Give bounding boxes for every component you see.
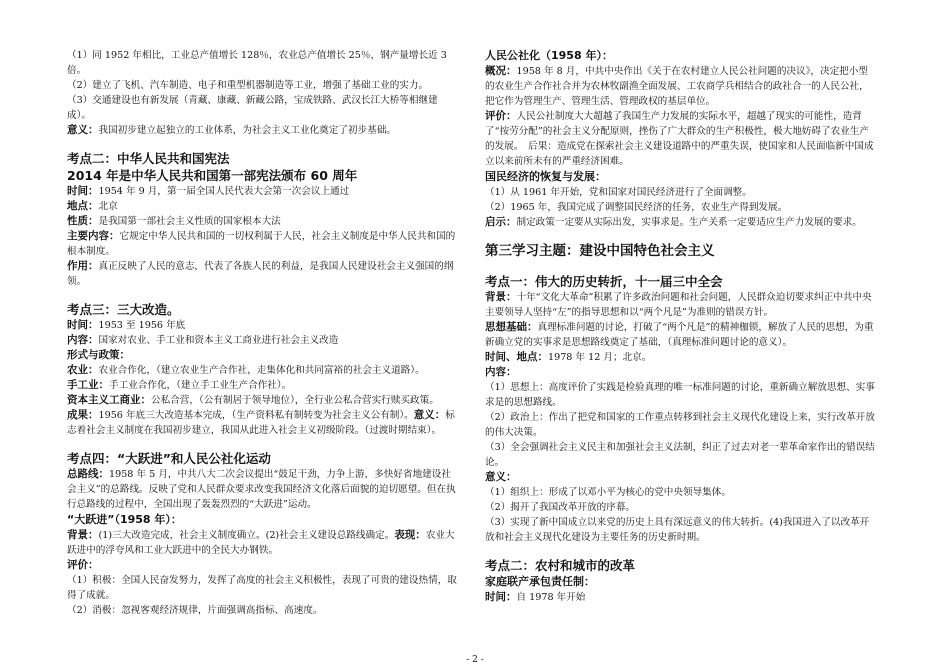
k4-eval-positive: （1）积极：全国人民奋发努力，发挥了高度的社会主义积极性，表现了可贵的建设热情，取得了成就。 [67, 575, 457, 601]
t3k1-ideology-text: 真理标准问题的讨论，打破了“两个凡是”的精神枷锁，解放了人民的思想，为重新确立党的实事求是思想路线奠定了基础，（真理标准问题讨论的意义）。 [485, 322, 874, 348]
t3k1-ideology [485, 320, 877, 350]
t3k1-title: 考点一：伟大的历史转折，十一届三中全会 [485, 274, 723, 289]
gains-meaning [67, 123, 459, 138]
t3k1-meaning-3: （3）实现了新中国成立以来党的历史上具有深远意义的伟大转折。(4)我国进入了以改革开放和社会主义现代化建设为主要任务的历史新时期。 [485, 517, 870, 543]
k3-form-capitalist [67, 393, 459, 408]
t3k1-content-2: （2）政治上：作出了把党和国家的工作重点转移到社会主义现代化建设上来，实行改革开放的伟大决策。 [485, 412, 875, 438]
k3-result-label: 成果： [67, 409, 99, 421]
k3-form-handicraft [67, 378, 459, 393]
k2-item-place [67, 199, 459, 214]
k4-performance-text: 农业大跃进中的浮夸风和工业大跃进中的全民大办钢铁。 [67, 530, 455, 556]
page-number: - 2 - [466, 655, 484, 665]
k3-agri-label: 农业： [67, 364, 99, 376]
k3-form-heading: 形式与政策： [67, 349, 130, 361]
k2-place-text: 北京 [98, 201, 118, 212]
k4-eval-negative: （2）消极：忽视客观经济规律，片面强调高指标、高速度。 [67, 605, 323, 616]
k4-leap-heading: “大跃进”（1958 年）： [67, 513, 182, 526]
k2-title: 考点二：中华人民共和国宪法 [67, 151, 230, 166]
t3k1-background-text: 十年“文化大革命”积累了许多政治问题和社会问题，人民群众迫切要求纠正中共中央主要领导人坚持“左”的指导思想和以“两个凡是”为准则的错误方针。 [485, 292, 872, 318]
t3k1-background [485, 290, 877, 320]
t3k1-timeplace-label: 时间、地点： [485, 351, 548, 363]
commune-overview-label: 概况： [485, 65, 517, 77]
k2-item-effect [67, 259, 459, 289]
t3k1-timeplace-text: 1978 年 12 月；北京。 [548, 352, 652, 363]
k2-time-label: 时间： [67, 185, 99, 197]
commune-evaluation [485, 109, 877, 169]
k3-content-text: 国家对农业、手工业和资本主义工商业进行社会主义改造 [98, 335, 339, 346]
t3k2-title: 考点二：农村和城市的改革 [485, 558, 636, 573]
k3-content-label: 内容： [67, 334, 99, 346]
commune-eval-text: 人民公社制度大大超越了我国生产力发展的实际水平，超越了现实的可能性，造背了“按劳分配”的社会主义分配原则，挫伤了广大群众的生产积极性，极大地妨碍了农业生产的发展。 后果：造成党在探索社会主义建设道路中的严重失误，使国家和人民面临新中国成立以来前所未有的严重经济困难。 [485, 111, 874, 167]
k2-nature-label: 性质： [67, 215, 99, 227]
k3-agri-text: 农业合作化，（建立农业生产合作社，走集体化和共同富裕的社会主义道路）。 [98, 365, 425, 376]
t3k1-background-label: 背景： [485, 291, 517, 303]
commune-heading: 人民公社化（1958 年）： [485, 49, 613, 62]
k4-background-label: 背景： [67, 529, 99, 541]
gains-meaning-label: 意义： [67, 124, 99, 136]
k3-time-text: 1953 至 1956 年底 [98, 320, 186, 331]
recovery-item-1: （1）从 1961 年开始，党和国家对国民经济进行了全面调整。 [485, 187, 752, 198]
k2-nature-text: 是我国第一部社会主义性质的国家根本大法 [98, 216, 281, 227]
gains-item-3: （3）交通建设也有新发展（青藏、康藏、新藏公路，宝成铁路、武汉长江大桥等相继建成）。 [67, 95, 438, 121]
k4-background-text: (1)三大改造完成，社会主义制度确立。(2)社会主义建设总路线确定。 [98, 530, 395, 541]
commune-overview [485, 64, 877, 109]
right-column [485, 48, 877, 605]
k4-title: 考点四：“大跃进”和人民公社化运动 [67, 451, 271, 466]
k2-item-time [67, 184, 459, 199]
k4-line-label: 总路线： [67, 468, 109, 480]
gains-item-2: （2）建立了飞机、汽车制造、电子和重型机器制造等工业，增强了基础工业的实力。 [67, 80, 429, 91]
gains-meaning-text: 我国初步建立起独立的工业体系，为社会主义工业化奠定了初步基础。 [98, 125, 396, 136]
t3k2-time-label: 时间： [485, 591, 517, 603]
gains-item-1: （1）同 1952 年相比，工业总产值增长 128％，农业总产值增长 25％，钢产量增长近 3 倍。 [67, 50, 447, 76]
t3k1-content-1: （1）思想上：高度评价了实践是检验真理的唯一标准问题的讨论，重新确立解放思想、实事求是的思想路线。 [485, 382, 875, 408]
t3k1-time-place [485, 350, 877, 365]
k3-title: 考点三：三大改造。 [67, 302, 180, 317]
recovery-item-2: （2）1965 年，我国完成了调整国民经济的任务，农业生产得到发展。 [485, 202, 788, 213]
k3-capitalist-label: 资本主义工商业： [67, 394, 151, 406]
k3-handicraft-label: 手工业： [67, 379, 109, 391]
k3-time-label: 时间： [67, 319, 99, 331]
k4-background [67, 528, 459, 558]
k3-meaning-label: 意义： [413, 409, 446, 421]
left-column [67, 48, 459, 618]
k3-meaning-text: 标志着社会主义制度在我国初步建立，我国从此进入社会主义初级阶段。（过渡时期结束）。 [67, 410, 455, 436]
k3-item-content [67, 333, 459, 348]
commune-eval-label: 评价： [485, 110, 517, 122]
k3-form-agriculture [67, 363, 459, 378]
k2-place-label: 地点： [67, 200, 99, 212]
t3k1-meaning-heading: 意义： [485, 471, 517, 483]
k2-effect-text: 真正反映了人民的意志，代表了各族人民的利益，是我国人民建设社会主义强国的纲领。 [67, 261, 454, 287]
t3k1-content-heading: 内容： [485, 366, 517, 378]
t3k1-content-3: （3）全会强调社会主义民主和加强社会主义法制，纠正了过去对老一辈革命家作出的错误结论。 [485, 442, 875, 468]
k3-handicraft-text: 手工业合作化，（建立手工业生产合作社）。 [109, 380, 292, 391]
recovery-insight-text: 制定政策一定要从实际出发，实事求是。生产关系一定要适应生产力发展的要求。 [516, 217, 862, 228]
k2-time-text: 1954 年 9 月，第一届全国人民代表大会第一次会议上通过 [98, 186, 350, 197]
k3-capitalist-text: 公私合营，（公有制居于领导地位），全行业公私合营实行赎买政策。 [151, 395, 439, 406]
t3k2-subheading: 家庭联产承包责任制： [485, 575, 595, 588]
k3-result-text: 1956 年底三大改造基本完成，（生产资料私有制转变为社会主义公有制）。 [98, 410, 414, 421]
k4-performance-label: 表现： [394, 529, 426, 541]
k2-content-label: 主要内容： [67, 230, 120, 242]
k2-subtitle: 2014 年是中华人民共和国第一部宪法颁布 60 周年 [67, 168, 358, 183]
k3-result [67, 408, 459, 438]
k2-content-text: 它规定中华人民共和国的一切权利属于人民，社会主义制度是中华人民共和国的根本制度。 [67, 231, 456, 257]
k4-eval-heading: 评价： [67, 559, 99, 571]
t3k2-time-text: 自 1978 年开始 [516, 592, 586, 603]
commune-overview-text: 1958 年 8 月，中共中央作出《关于在农村建立人民公社问题的决议》，决定把小型的农业生产合作社合并为农林牧副渔全面发展、工农商学兵相结合的政社合一的人民公社，把它作为管理生产、管理生活、管理政权的基层单位。 [485, 66, 869, 107]
recovery-insight-label: 启示： [485, 216, 517, 228]
k4-line [67, 467, 459, 512]
t3k1-ideology-label: 思想基础： [485, 321, 538, 333]
t3k1-meaning-1: （1）组织上：形成了以邓小平为核心的党中央领导集体。 [485, 487, 731, 498]
recovery-heading: 国民经济的恢复与发展： [485, 170, 606, 183]
t3k1-meaning-2: （2）揭开了我国改革开放的序幕。 [485, 502, 636, 513]
k4-line-text: 1958 年 5 月，中共八大二次会议提出“鼓足干劲，力争上游，多快好省地建设社会主义”的总路线。反映了党和人民群众要求改变我国经济文化落后面貌的迫切愿望。但在执行总路线的过程中，全国出现了轰轰烈烈的“大跃进”运动。 [67, 469, 456, 510]
theme3-title: 第三学习主题：建设中国特色社会主义 [485, 243, 715, 259]
k2-effect-label: 作用： [67, 260, 99, 272]
k2-item-content [67, 229, 459, 259]
k3-item-time [67, 318, 459, 333]
recovery-insight [485, 215, 877, 230]
t3k2-time [485, 590, 877, 605]
k2-item-nature [67, 214, 459, 229]
